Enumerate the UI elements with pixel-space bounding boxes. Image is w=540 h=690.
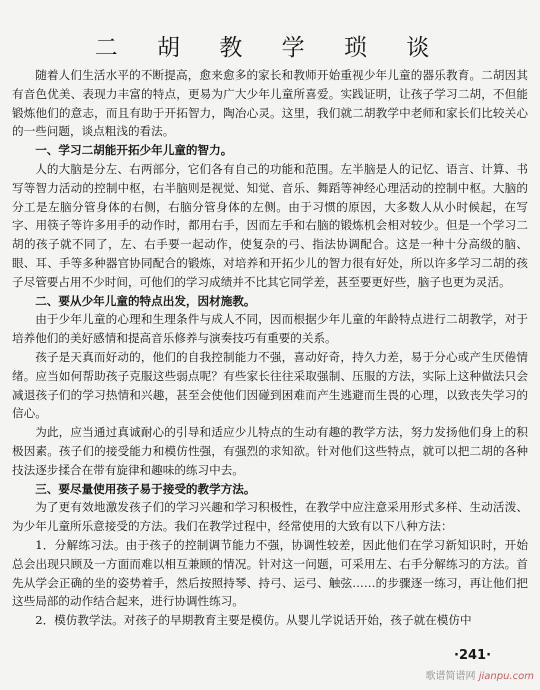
paragraph: 由于少年儿童的心理和生理条件与成人不同，因而根据少年儿童的年龄特点进行二胡教学，对于培养他们的美好感情和提高音乐修养与演奏技巧有重要的关系。 bbox=[12, 312, 528, 346]
paragraph: 2．模仿教学法。对孩子的早期教育主要是模仿。从婴儿学说话开始，孩子就在模仿中 bbox=[35, 613, 472, 628]
article-body bbox=[12, 66, 528, 630]
section-heading: 一、学习二胡能开拓少年儿童的智力。 bbox=[35, 143, 233, 158]
paragraph: 为了更有效地激发孩子们的学习兴趣和学习积极性，在教学中应注意采用形式多样、生动活泼、为少年儿童所乐意接受的方法。我们在教学过程中，经常使用的大致有以下八种方法： bbox=[12, 500, 528, 534]
paragraph: 随着人们生活水平的不断提高，愈来愈多的家长和教师开始重视少年儿童的器乐教育。二胡因其有音色优美、表现力丰富的特点，更易为广大少年儿童所喜爱。实践证明，让孩子学习二胡，不但能锻炼他们的意志，而且有助于开拓智力，陶冶心灵。这里，我们就二胡教学中老师和家长们比较关心的一些问题，谈点粗浅的看法。 bbox=[12, 68, 528, 139]
section-heading: 二、要从少年儿童的特点出发，因材施教。 bbox=[35, 293, 256, 308]
paragraph: 为此，应当通过真诚耐心的引导和适应少儿特点的生动有趣的教学方法，努力发扬他们身上的积极因素。孩子们的接受能力和模仿性强，有强烈的求知欲。针对他们这些特点，就可以把二胡的各种技法逐步揉合在带有旋律和趣味的练习中去。 bbox=[12, 425, 528, 477]
paragraph: 孩子是天真而好动的，他们的自我控制能力不强，喜动好奇，持久力差，易于分心或产生厌倦情绪。应当如何帮助孩子克服这些弱点呢？有些家长往往采取强制、压服的方法，实际上这种做法只会减退孩子们的学习热情和兴趣，甚至会使他们因碰到困难而产生逃避而生畏的心理，以致丧失学习的信心。 bbox=[12, 349, 528, 421]
page-title: 二 胡 教 学 琐 谈 bbox=[94, 35, 446, 62]
watermark-url[interactable]: jianpu.com bbox=[478, 671, 534, 682]
section-heading: 三、要尽量使用孩子易于接受的教学方法。 bbox=[35, 481, 256, 496]
watermark[interactable] bbox=[426, 667, 534, 682]
page-number: ·241· bbox=[454, 648, 492, 663]
paragraph: 1．分解练习法。由于孩子的控制调节能力不强，协调性较差，因此他们在学习新知识时，开始总会出现只顾及一方面而难以相互兼顾的情况。针对这一问题，可采用左、右手分解练习的方法。首先从学会正确的坐的姿势着手，然后按照持琴、持弓、运弓、触弦……的步骤逐一练习，再让他们把这些局部的动作结合起来，进行协调性练习。 bbox=[12, 537, 528, 609]
watermark-site: 歌谱简谱网 bbox=[425, 671, 476, 682]
paragraph: 人的大脑是分左、右两部分，它们各有自己的功能和范围。左半脑是人的记忆、语言、计算、书写等智力活动的控制中枢，右半脑则是视觉、知觉、音乐、舞蹈等神经心理活动的控制中枢。大脑的分工是左脑分管身体的右侧，右脑分管身体的左侧。由于习惯的原因，大多数人从小时候起，在写字、用筷子等许多用手的动作时，都用右手，因而左手和右脑的锻炼机会相对较少。但是一个学习二胡的孩子就不同了，左、右手要一起动作，使复杂的弓、指法协调配合。这是一种十分高级的脑、眼、耳、手等多种器官协同配合的锻炼，对培养和开拓少儿的智力很有好处，所以许多学习二胡的孩子尽管要占用不少时间，可他们的学习成绩并不比其它同学差，甚至要更好些，脑子也更为灵活。 bbox=[12, 161, 528, 289]
